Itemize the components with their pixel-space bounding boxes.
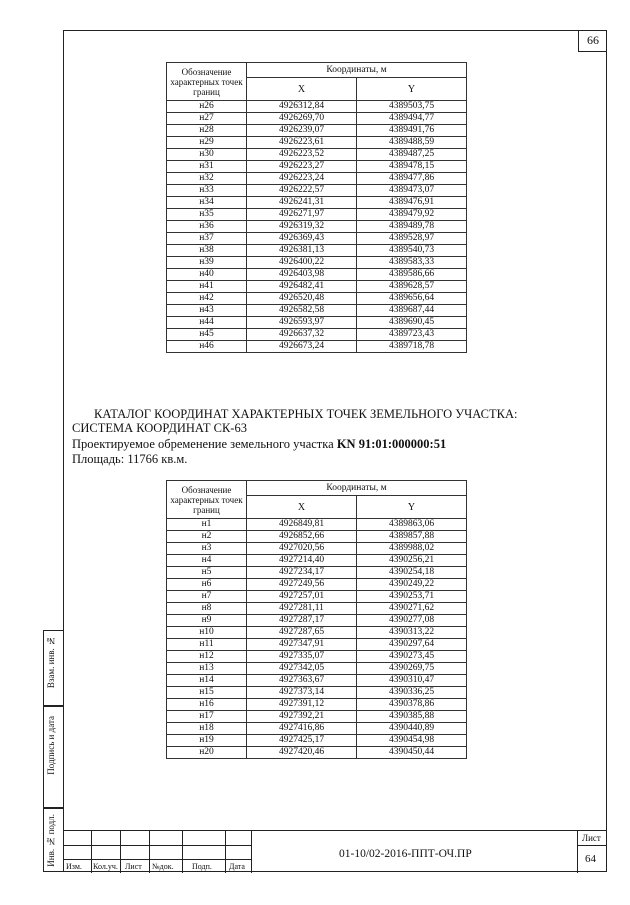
point-name-cell: н35 (167, 209, 247, 221)
y-coordinate-cell: 4389656,64 (357, 293, 467, 305)
x-coordinate-cell: 4927214,40 (247, 555, 357, 567)
table-row (167, 591, 467, 603)
x-coordinate-cell: 4927373,14 (247, 687, 357, 699)
doc-code: 01-10/02-2016-ППТ-ОЧ.ПР (339, 848, 472, 860)
x-coordinate-cell: 4926269,70 (247, 113, 357, 125)
table-row (167, 675, 467, 687)
table-row (167, 651, 467, 663)
table-row (167, 735, 467, 747)
point-name-cell: н39 (167, 257, 247, 269)
table-row (167, 711, 467, 723)
table-row (167, 663, 467, 675)
y-coordinate-cell: 4390336,25 (357, 687, 467, 699)
x-coordinate-cell: 4926223,52 (247, 149, 357, 161)
x-coordinate-cell: 4927420,46 (247, 747, 357, 759)
stamp-label-izm: Изм. (66, 862, 82, 871)
x-coordinate-cell: 4927257,01 (247, 591, 357, 603)
y-coordinate-cell: 4389586,66 (357, 269, 467, 281)
y-coordinate-cell: 4389857,88 (357, 531, 467, 543)
table-row (167, 531, 467, 543)
y-coordinate-cell: 4389479,92 (357, 209, 467, 221)
y-coordinate-cell: 4390378,86 (357, 699, 467, 711)
point-name-cell: н33 (167, 185, 247, 197)
y-coordinate-cell: 4389491,76 (357, 125, 467, 137)
y-coordinate-cell: 4390440,89 (357, 723, 467, 735)
table-row (167, 627, 467, 639)
side-label-vzam: Взам. инв. № (46, 636, 56, 689)
y-coordinate-cell: 4389988,02 (357, 543, 467, 555)
side-label-inv: Инв. № подл. (46, 814, 56, 867)
y-coordinate-cell: 4390253,71 (357, 591, 467, 603)
coordinates-table-1 (166, 62, 467, 353)
table-row (167, 317, 467, 329)
y-coordinate-cell: 4389489,78 (357, 221, 467, 233)
page-number-top: 66 (578, 30, 607, 52)
table-row (167, 579, 467, 591)
stamp-label-data: Дата (229, 862, 245, 871)
x-coordinate-cell: 4926223,27 (247, 161, 357, 173)
point-name-cell: н27 (167, 113, 247, 125)
point-name-cell: н3 (167, 543, 247, 555)
y-coordinate-cell: 4390273,45 (357, 651, 467, 663)
y-coordinate-cell: 4389503,75 (357, 101, 467, 113)
encumbrance-text: Проектируемое обременение земельного участка (72, 437, 337, 451)
stamp-row-line-2 (63, 859, 252, 860)
point-name-cell: н5 (167, 567, 247, 579)
y-coordinate-cell: 4390249,22 (357, 579, 467, 591)
catalog-title-line2: СИСТЕМА КООРДИНАТ СК-63 (72, 421, 247, 435)
x-coordinate-cell: 4926637,32 (247, 329, 357, 341)
y-coordinate-cell: 4389476,91 (357, 197, 467, 209)
y-coordinate-cell: 4390450,44 (357, 747, 467, 759)
table-row (167, 113, 467, 125)
x-coordinate-cell: 4927347,91 (247, 639, 357, 651)
stamp-label-kolvo: Кол.уч. (93, 862, 118, 871)
point-name-cell: н28 (167, 125, 247, 137)
point-name-cell: н19 (167, 735, 247, 747)
point-name-cell: н20 (167, 747, 247, 759)
table-row (167, 603, 467, 615)
sheet-number: 64 (585, 853, 596, 865)
table-row (167, 341, 467, 353)
x-coordinate-cell: 4926400,22 (247, 257, 357, 269)
y-coordinate-cell: 4390269,75 (357, 663, 467, 675)
encumbrance-line (72, 437, 446, 452)
table-row (167, 185, 467, 197)
point-name-cell: н14 (167, 675, 247, 687)
table-row (167, 699, 467, 711)
y-coordinate-cell: 4389488,59 (357, 137, 467, 149)
table-row (167, 257, 467, 269)
table-row (167, 161, 467, 173)
y-coordinate-cell: 4390256,21 (357, 555, 467, 567)
header-y: Y (357, 496, 467, 519)
stamp-sheet-line (578, 845, 607, 846)
x-coordinate-cell: 4927363,67 (247, 675, 357, 687)
table-row (167, 281, 467, 293)
area-line: Площадь: 11766 кв.м. (72, 452, 188, 466)
x-coordinate-cell: 4926403,98 (247, 269, 357, 281)
x-coordinate-cell: 4926852,66 (247, 531, 357, 543)
x-coordinate-cell: 4926482,41 (247, 281, 357, 293)
header-coordinates: Координаты, м (247, 63, 467, 78)
x-coordinate-cell: 4927391,12 (247, 699, 357, 711)
stamp-row-line-1 (63, 845, 252, 846)
y-coordinate-cell: 4389478,15 (357, 161, 467, 173)
point-name-cell: н45 (167, 329, 247, 341)
y-coordinate-cell: 4389473,07 (357, 185, 467, 197)
y-coordinate-cell: 4389690,45 (357, 317, 467, 329)
x-coordinate-cell: 4926223,24 (247, 173, 357, 185)
table-row (167, 723, 467, 735)
table-row (167, 245, 467, 257)
header-point-name: Обозначение характерных точек границ (167, 63, 247, 101)
table-row (167, 197, 467, 209)
point-name-cell: н1 (167, 519, 247, 531)
point-name-cell: н38 (167, 245, 247, 257)
x-coordinate-cell: 4926673,24 (247, 341, 357, 353)
y-coordinate-cell: 4389477,86 (357, 173, 467, 185)
y-coordinate-cell: 4390313,22 (357, 627, 467, 639)
point-name-cell: н37 (167, 233, 247, 245)
stamp-label-podp: Подп. (192, 862, 212, 871)
sheet-label: Лист (582, 833, 601, 843)
table-row (167, 137, 467, 149)
point-name-cell: н9 (167, 615, 247, 627)
table-row (167, 567, 467, 579)
point-name-cell: н41 (167, 281, 247, 293)
point-name-cell: н43 (167, 305, 247, 317)
table-row (167, 543, 467, 555)
header-point-name: Обозначение характерных точек границ (167, 481, 247, 519)
table-row (167, 639, 467, 651)
x-coordinate-cell: 4927020,56 (247, 543, 357, 555)
y-coordinate-cell: 4390297,64 (357, 639, 467, 651)
table-row (167, 209, 467, 221)
table-row (167, 329, 467, 341)
table-row (167, 687, 467, 699)
y-coordinate-cell: 4390385,88 (357, 711, 467, 723)
y-coordinate-cell: 4389628,57 (357, 281, 467, 293)
x-coordinate-cell: 4926381,13 (247, 245, 357, 257)
table-row (167, 125, 467, 137)
x-coordinate-cell: 4927249,56 (247, 579, 357, 591)
x-coordinate-cell: 4926239,07 (247, 125, 357, 137)
point-name-cell: н36 (167, 221, 247, 233)
x-coordinate-cell: 4927281,11 (247, 603, 357, 615)
header-x: X (247, 496, 357, 519)
table-row (167, 149, 467, 161)
point-name-cell: н42 (167, 293, 247, 305)
table-row (167, 101, 467, 113)
point-name-cell: н11 (167, 639, 247, 651)
x-coordinate-cell: 4927416,86 (247, 723, 357, 735)
table-row (167, 519, 467, 531)
table-row (167, 747, 467, 759)
table-row (167, 221, 467, 233)
point-name-cell: н2 (167, 531, 247, 543)
y-coordinate-cell: 4390254,18 (357, 567, 467, 579)
x-coordinate-cell: 4926312,84 (247, 101, 357, 113)
table-row (167, 305, 467, 317)
point-name-cell: н17 (167, 711, 247, 723)
x-coordinate-cell: 4926582,58 (247, 305, 357, 317)
point-name-cell: н32 (167, 173, 247, 185)
cadastral-number: KN 91:01:000000:51 (336, 437, 447, 451)
catalog-title-line1: КАТАЛОГ КООРДИНАТ ХАРАКТЕРНЫХ ТОЧЕК ЗЕМЕЛЬНОГО УЧАСТКА: (94, 407, 518, 421)
table-row (167, 293, 467, 305)
point-name-cell: н44 (167, 317, 247, 329)
point-name-cell: н6 (167, 579, 247, 591)
coordinates-table-2 (166, 480, 467, 759)
x-coordinate-cell: 4926222,57 (247, 185, 357, 197)
x-coordinate-cell: 4927335,07 (247, 651, 357, 663)
x-coordinate-cell: 4926271,97 (247, 209, 357, 221)
point-name-cell: н40 (167, 269, 247, 281)
title-block (63, 830, 607, 872)
table-row (167, 269, 467, 281)
x-coordinate-cell: 4927392,21 (247, 711, 357, 723)
stamp-label-list: Лист (125, 862, 142, 871)
table-1-body (167, 101, 467, 353)
point-name-cell: н30 (167, 149, 247, 161)
point-name-cell: н16 (167, 699, 247, 711)
table-row (167, 555, 467, 567)
x-coordinate-cell: 4926520,48 (247, 293, 357, 305)
point-name-cell: н12 (167, 651, 247, 663)
point-name-cell: н13 (167, 663, 247, 675)
y-coordinate-cell: 4390454,98 (357, 735, 467, 747)
point-name-cell: н8 (167, 603, 247, 615)
x-coordinate-cell: 4927287,17 (247, 615, 357, 627)
table-row (167, 615, 467, 627)
x-coordinate-cell: 4927425,17 (247, 735, 357, 747)
point-name-cell: н26 (167, 101, 247, 113)
x-coordinate-cell: 4927287,65 (247, 627, 357, 639)
y-coordinate-cell: 4389687,44 (357, 305, 467, 317)
point-name-cell: н18 (167, 723, 247, 735)
header-coordinates: Координаты, м (247, 481, 467, 496)
point-name-cell: н15 (167, 687, 247, 699)
x-coordinate-cell: 4926241,31 (247, 197, 357, 209)
x-coordinate-cell: 4926223,61 (247, 137, 357, 149)
y-coordinate-cell: 4389494,77 (357, 113, 467, 125)
table-row (167, 233, 467, 245)
y-coordinate-cell: 4390271,62 (357, 603, 467, 615)
y-coordinate-cell: 4389487,25 (357, 149, 467, 161)
header-y: Y (357, 78, 467, 101)
y-coordinate-cell: 4389528,97 (357, 233, 467, 245)
table-2-body (167, 519, 467, 759)
side-label-podpis: Подпись и дата (46, 716, 56, 775)
x-coordinate-cell: 4926319,32 (247, 221, 357, 233)
header-x: X (247, 78, 357, 101)
y-coordinate-cell: 4389863,06 (357, 519, 467, 531)
x-coordinate-cell: 4927234,17 (247, 567, 357, 579)
point-name-cell: н34 (167, 197, 247, 209)
table-row (167, 173, 467, 185)
point-name-cell: н4 (167, 555, 247, 567)
y-coordinate-cell: 4389540,73 (357, 245, 467, 257)
y-coordinate-cell: 4389583,33 (357, 257, 467, 269)
point-name-cell: н10 (167, 627, 247, 639)
stamp-label-ndok: №док. (152, 862, 174, 871)
point-name-cell: н46 (167, 341, 247, 353)
x-coordinate-cell: 4927342,05 (247, 663, 357, 675)
y-coordinate-cell: 4390310,47 (357, 675, 467, 687)
x-coordinate-cell: 4926369,43 (247, 233, 357, 245)
y-coordinate-cell: 4389718,78 (357, 341, 467, 353)
y-coordinate-cell: 4389723,43 (357, 329, 467, 341)
y-coordinate-cell: 4390277,08 (357, 615, 467, 627)
x-coordinate-cell: 4926849,81 (247, 519, 357, 531)
point-name-cell: н31 (167, 161, 247, 173)
x-coordinate-cell: 4926593,97 (247, 317, 357, 329)
point-name-cell: н29 (167, 137, 247, 149)
point-name-cell: н7 (167, 591, 247, 603)
